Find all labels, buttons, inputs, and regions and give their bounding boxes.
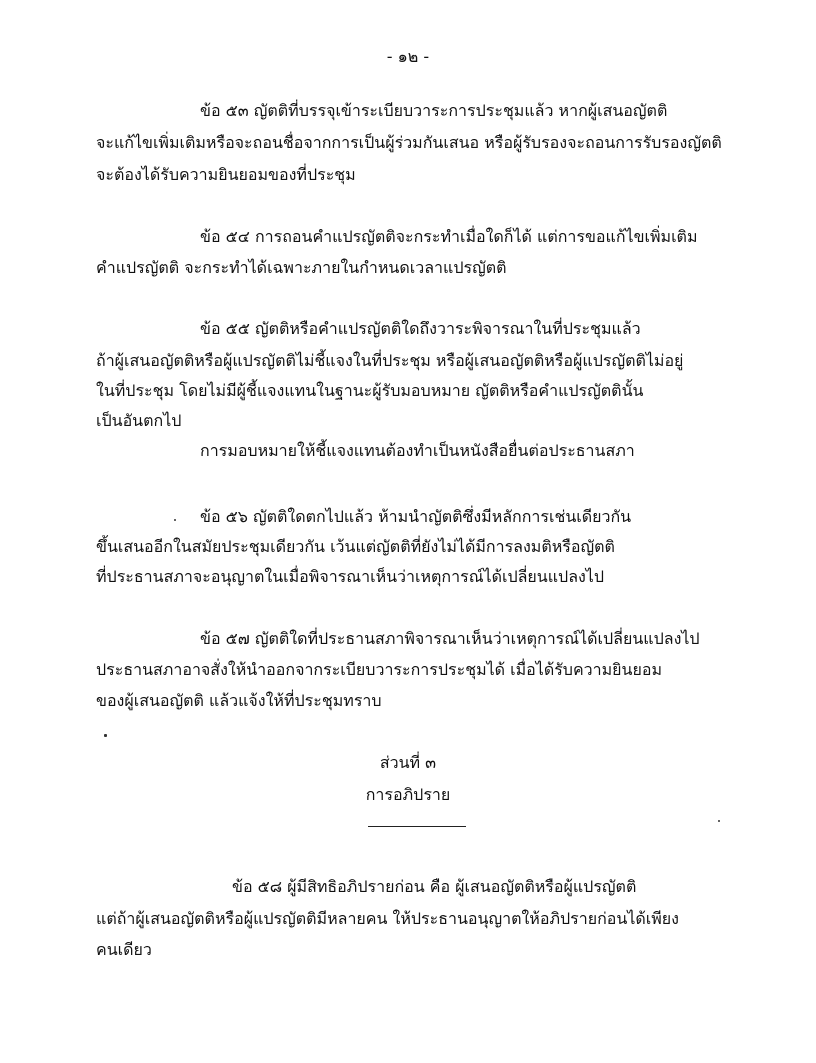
section-57-line-2: ประธานสภาอาจสั่งให้นำออกจากระเบียบวาระการประชุมได้ เมื่อได้รับความยินยอม xyxy=(96,660,663,679)
part-divider xyxy=(368,826,466,827)
part-heading: ส่วนที่ ๓ xyxy=(379,753,437,772)
section-56-line-2: ขึ้นเสนออีกในสมัยประชุมเดียวกัน เว้นแต่ญัตติที่ยังไม่ได้มีการลงมติหรือญัตติ xyxy=(96,537,615,556)
section-55-line-4: เป็นอันตกไป xyxy=(96,411,182,430)
section-58-line-2: แต่ถ้าผู้เสนอญัตติหรือผู้แปรญัตติมีหลายคน ให้ประธานอนุญาตให้อภิปรายก่อนได้เพียง xyxy=(96,909,679,928)
section-57-line-3: ของผู้เสนอญัตติ แล้วแจ้งให้ที่ประชุมทราบ xyxy=(96,691,382,710)
section-55-line-5: การมอบหมายให้ชี้แจงแทนต้องทำเป็นหนังสือยื่นต่อประธานสภา xyxy=(200,441,635,460)
section-57-line-1: ข้อ ๕๗ ญัตติใดที่ประธานสภาพิจารณาเห็นว่าเหตุการณ์ได้เปลี่ยนแปลงไป xyxy=(200,629,700,648)
scan-speck xyxy=(718,820,720,822)
section-58-line-3: คนเดียว xyxy=(96,940,152,959)
scan-speck xyxy=(104,734,107,737)
section-56-line-1: ข้อ ๕๖ ญัตติใดตกไปแล้ว ห้ามนำญัตติซึ่งมีหลักการเช่นเดียวกัน xyxy=(200,507,632,526)
section-58-line-1: ข้อ ๕๘ ผู้มีสิทธิอภิปรายก่อน คือ ผู้เสนอญัตติหรือผู้แปรญัตติ xyxy=(232,877,637,896)
part-title: การอภิปราย xyxy=(365,785,451,804)
section-56-line-3: ที่ประธานสภาจะอนุญาตในเมื่อพิจารณาเห็นว่าเหตุการณ์ได้เปลี่ยนแปลงไป xyxy=(96,567,605,586)
section-54-line-1: ข้อ ๕๔ การถอนคำแปรญัตติจะกระทำเมื่อใดก็ได้ แต่การขอแก้ไขเพิ่มเติม xyxy=(200,227,698,246)
section-55-line-3: ในที่ประชุม โดยไม่มีผู้ชี้แจงแทนในฐานะผู้รับมอบหมาย ญัตติหรือคำแปรญัตตินั้น xyxy=(96,381,644,400)
scan-speck xyxy=(174,519,176,521)
section-55-line-2: ถ้าผู้เสนอญัตติหรือผู้แปรญัตติไม่ชี้แจงในที่ประชุม หรือผู้เสนอญัตติหรือผู้แปรญัตติไม่อยู่ xyxy=(96,351,684,370)
page-number: - ๑๒ - xyxy=(386,47,430,66)
section-54-line-2: คำแปรญัตติ จะกระทำได้เฉพาะภายในกำหนดเวลาแปรญัตติ xyxy=(96,258,507,277)
section-53-line-1: ข้อ ๕๓ ญัตติที่บรรจุเข้าระเบียบวาระการประชุมแล้ว หากผู้เสนอญัตติ xyxy=(200,101,668,120)
section-53-line-3: จะต้องได้รับความยินยอมของที่ประชุม xyxy=(96,165,356,184)
section-55-line-1: ข้อ ๕๕ ญัตติหรือคำแปรญัตติใดถึงวาระพิจารณาในที่ประชุมแล้ว xyxy=(200,319,641,338)
section-53-line-2: จะแก้ไขเพิ่มเติมหรือจะถอนชื่อจากการเป็นผู้ร่วมกันเสนอ หรือผู้รับรองจะถอนการรับรองญัตติ xyxy=(96,133,722,152)
